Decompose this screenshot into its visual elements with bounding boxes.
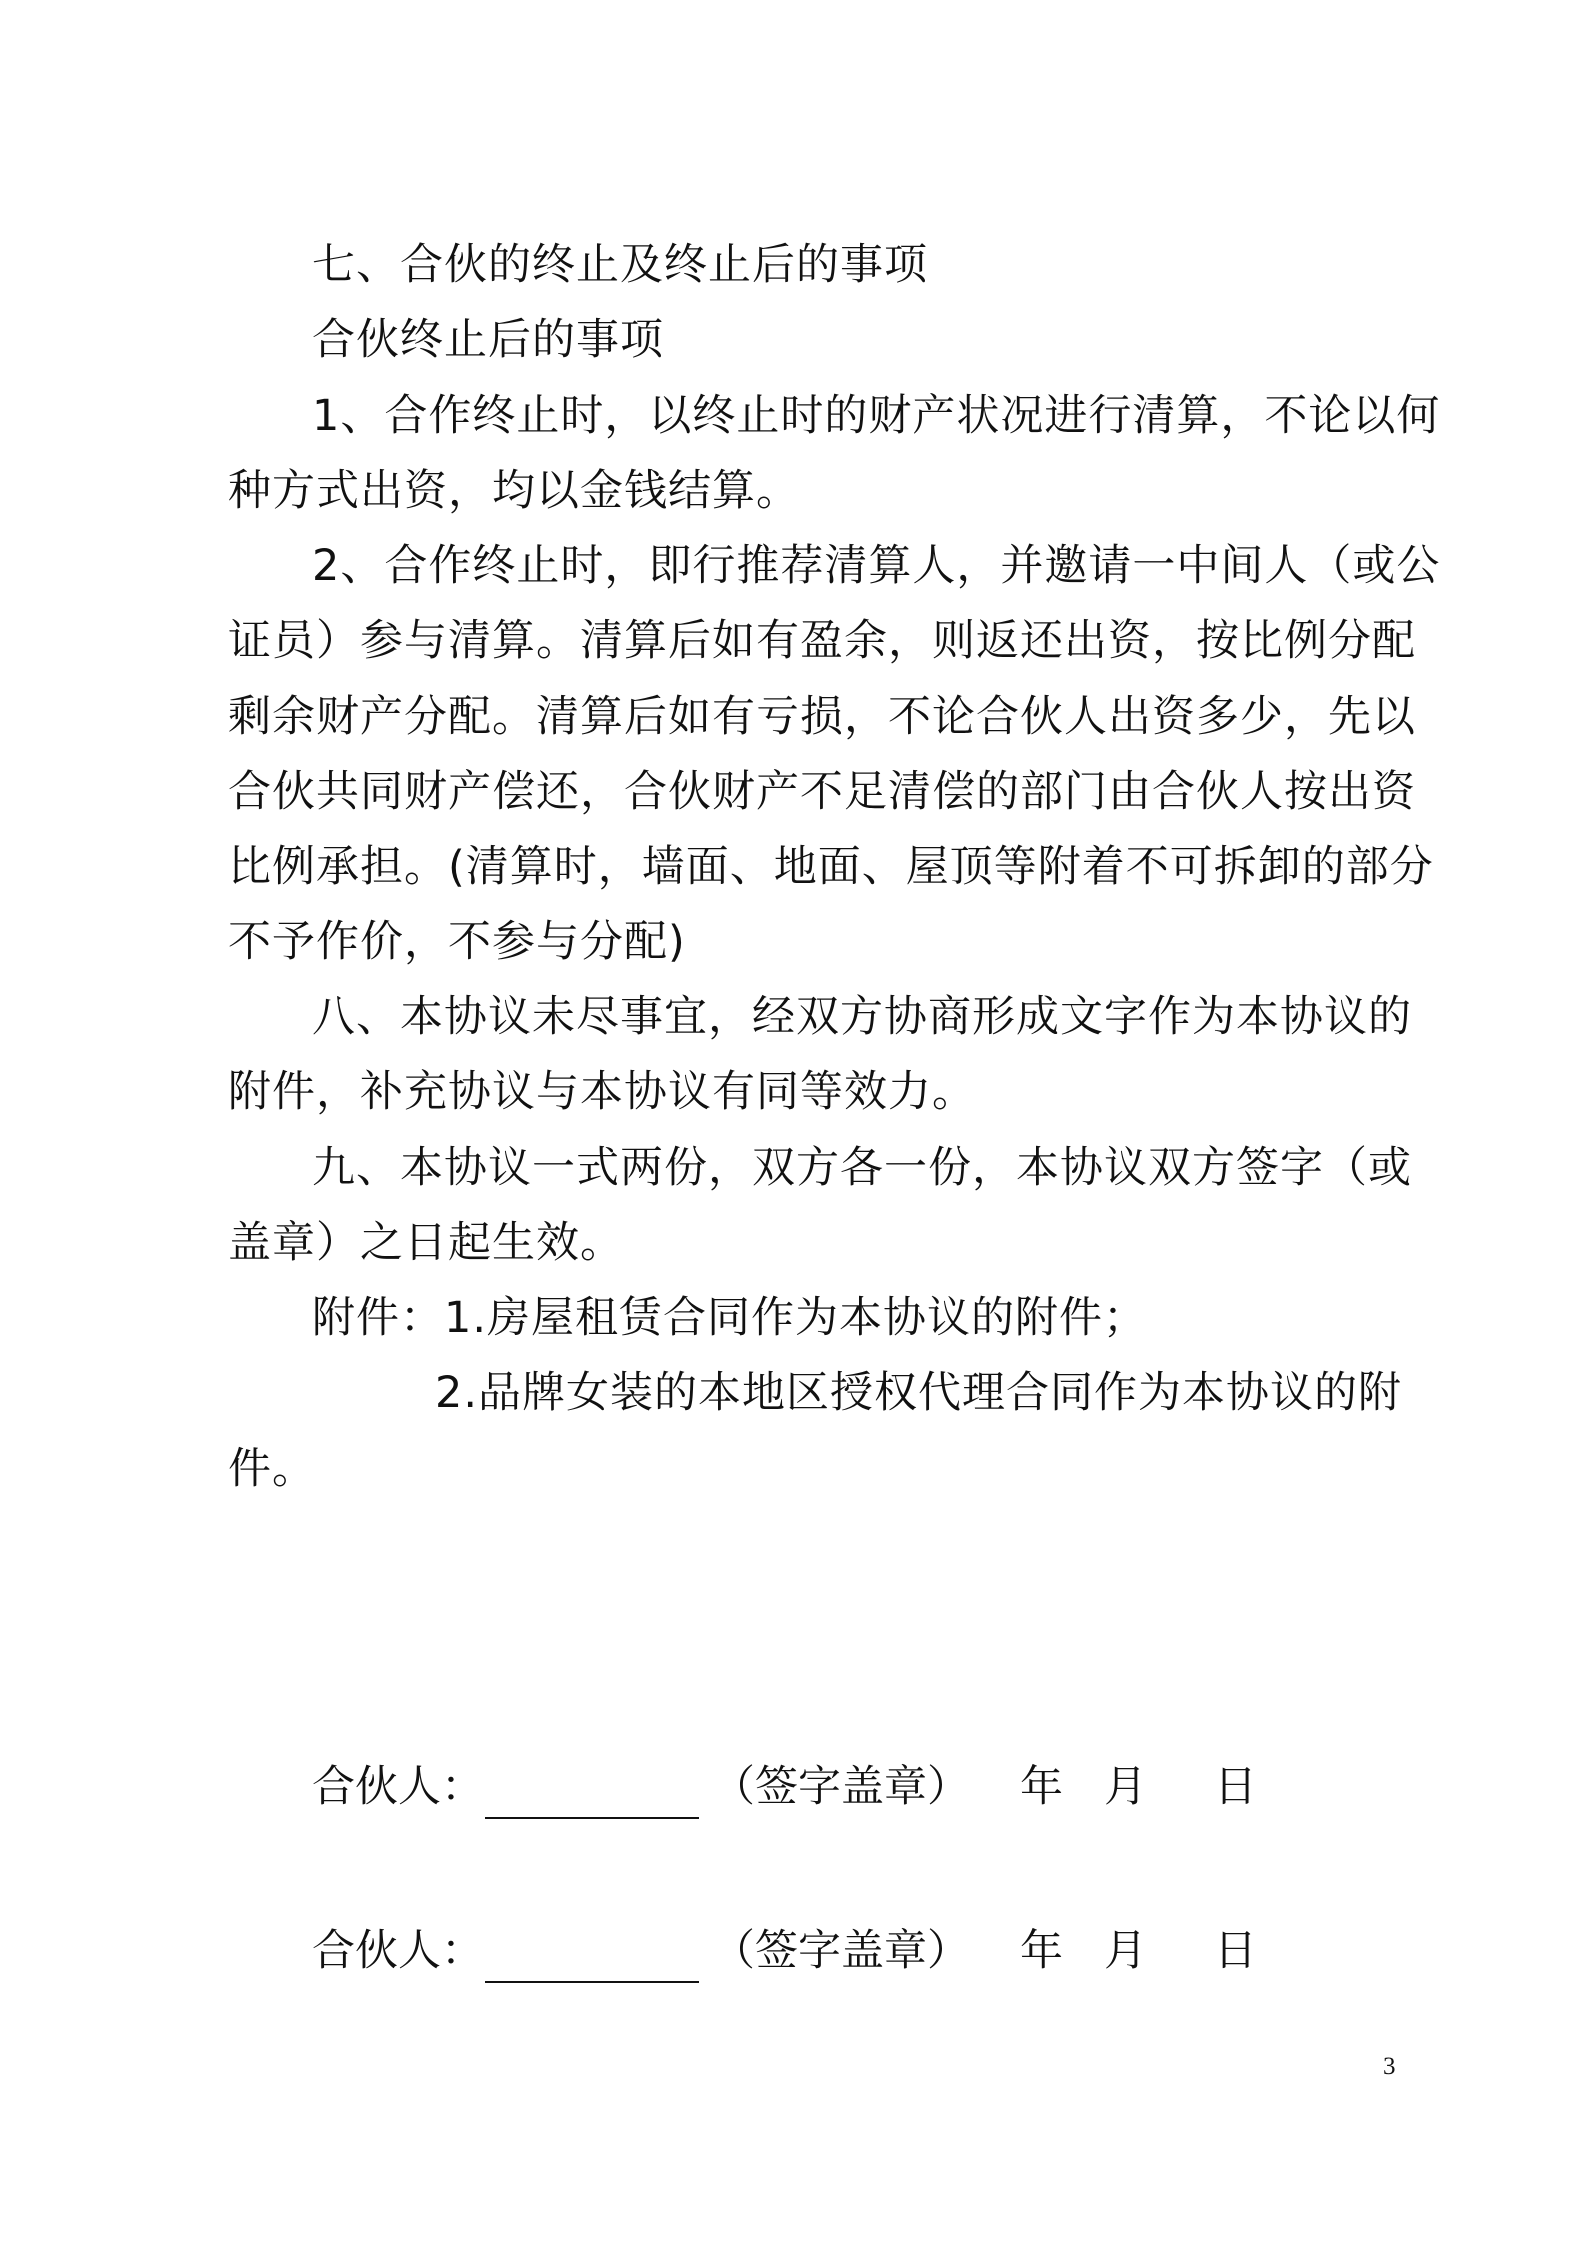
day-label: 日	[1214, 1926, 1257, 1976]
year-label: 年	[1020, 1926, 1063, 1976]
sign-seal-note: （签字盖章）	[712, 1762, 970, 1812]
attachment-line-3: 件。	[228, 1444, 316, 1494]
month-label: 月	[1104, 1762, 1147, 1812]
paragraph-1-line-1: 1、合作终止时，以终止时的财产状况进行清算，不论以何	[312, 391, 1441, 441]
day-label: 日	[1214, 1762, 1257, 1812]
paragraph-2-line-4: 合伙共同财产偿还，合伙财产不足清偿的部门由合伙人按出资	[228, 767, 1416, 817]
month-label: 月	[1104, 1926, 1147, 1976]
attachment-line-1: 附件：1.房屋租赁合同作为本协议的附件；	[312, 1293, 1148, 1343]
attachment-line-2: 2.品牌女装的本地区授权代理合同作为本协议的附	[435, 1368, 1403, 1418]
page-number: 3	[1383, 2053, 1396, 2080]
signature-field[interactable]	[485, 1981, 699, 1983]
paragraph-2-line-2: 证员）参与清算。清算后如有盈余，则返还出资，按比例分配	[228, 616, 1416, 666]
year-label: 年	[1020, 1762, 1063, 1812]
paragraph-1-line-2: 种方式出资，均以金钱结算。	[228, 466, 800, 516]
sign-seal-note: （签字盖章）	[712, 1926, 970, 1976]
paragraph-2-line-6: 不予作价，不参与分配)	[228, 917, 686, 967]
paragraph-2-line-3: 剩余财产分配。清算后如有亏损，不论合伙人出资多少，先以	[228, 692, 1416, 742]
section-heading-7: 七、合伙的终止及终止后的事项	[312, 240, 928, 290]
paragraph-2-line-5: 比例承担。(清算时，墙面、地面、屋顶等附着不可拆卸的部分	[228, 842, 1434, 892]
section-9-line-2: 盖章）之日起生效。	[228, 1218, 624, 1268]
section-9-line-1: 九、本协议一式两份，双方各一份，本协议双方签字（或	[312, 1143, 1412, 1193]
paragraph-2-line-1: 2、合作终止时，即行推荐清算人，并邀请一中间人（或公	[312, 541, 1441, 591]
section-8-line-2: 附件，补充协议与本协议有同等效力。	[228, 1067, 976, 1117]
partner-label: 合伙人：	[312, 1762, 484, 1812]
partner-label: 合伙人：	[312, 1926, 484, 1976]
subheading-after-termination: 合伙终止后的事项	[312, 315, 664, 365]
signature-field[interactable]	[485, 1817, 699, 1819]
section-8-line-1: 八、本协议未尽事宜，经双方协商形成文字作为本协议的	[312, 992, 1412, 1042]
